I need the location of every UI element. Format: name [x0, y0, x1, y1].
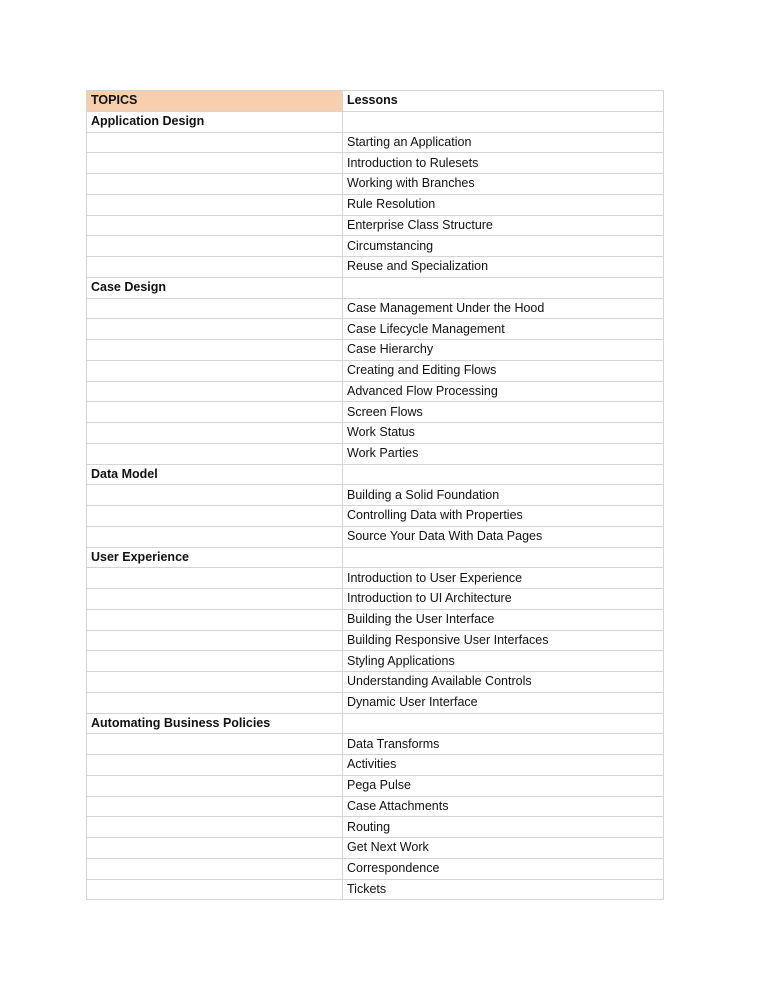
- topic-row: [87, 277, 664, 298]
- lesson-name: Correspondence: [343, 858, 664, 879]
- lesson-name: Source Your Data With Data Pages: [343, 526, 664, 547]
- lesson-name: Activities: [343, 755, 664, 776]
- lesson-name: Introduction to Rulesets: [343, 153, 664, 174]
- topic-name: Automating Business Policies: [87, 713, 343, 734]
- lesson-row: [87, 796, 664, 817]
- lesson-row: [87, 298, 664, 319]
- empty-cell: [87, 381, 343, 402]
- lesson-name: Understanding Available Controls: [343, 672, 664, 693]
- lesson-row: [87, 485, 664, 506]
- lesson-name: Styling Applications: [343, 651, 664, 672]
- lesson-name: Work Parties: [343, 443, 664, 464]
- empty-cell: [87, 215, 343, 236]
- lesson-row: [87, 775, 664, 796]
- empty-cell: [87, 672, 343, 693]
- empty-cell: [87, 775, 343, 796]
- empty-cell: [87, 755, 343, 776]
- lesson-row: [87, 838, 664, 859]
- header-lessons: Lessons: [343, 91, 664, 112]
- topic-name: User Experience: [87, 547, 343, 568]
- empty-cell: [87, 423, 343, 444]
- table-header-row: [87, 91, 664, 112]
- lesson-row: [87, 194, 664, 215]
- empty-cell: [87, 609, 343, 630]
- empty-cell: [87, 796, 343, 817]
- topic-name: Case Design: [87, 277, 343, 298]
- empty-cell: [343, 547, 664, 568]
- lesson-row: [87, 236, 664, 257]
- lesson-name: Screen Flows: [343, 402, 664, 423]
- empty-cell: [343, 277, 664, 298]
- lesson-name: Data Transforms: [343, 734, 664, 755]
- lesson-row: [87, 423, 664, 444]
- lesson-name: Advanced Flow Processing: [343, 381, 664, 402]
- header-topics: TOPICS: [87, 91, 343, 112]
- lesson-name: Dynamic User Interface: [343, 692, 664, 713]
- empty-cell: [87, 443, 343, 464]
- lesson-row: [87, 672, 664, 693]
- lesson-name: Creating and Editing Flows: [343, 360, 664, 381]
- empty-cell: [87, 858, 343, 879]
- empty-cell: [87, 692, 343, 713]
- empty-cell: [87, 734, 343, 755]
- lesson-name: Rule Resolution: [343, 194, 664, 215]
- lesson-name: Reuse and Specialization: [343, 257, 664, 278]
- lesson-name: Case Attachments: [343, 796, 664, 817]
- lesson-name: Introduction to User Experience: [343, 568, 664, 589]
- lesson-row: [87, 692, 664, 713]
- lesson-name: Building Responsive User Interfaces: [343, 630, 664, 651]
- lesson-name: Building the User Interface: [343, 609, 664, 630]
- empty-cell: [87, 568, 343, 589]
- lesson-name: Get Next Work: [343, 838, 664, 859]
- table-body: [87, 91, 664, 900]
- lesson-name: Circumstancing: [343, 236, 664, 257]
- empty-cell: [87, 879, 343, 900]
- lesson-row: [87, 609, 664, 630]
- lesson-name: Starting an Application: [343, 132, 664, 153]
- lesson-name: Enterprise Class Structure: [343, 215, 664, 236]
- empty-cell: [87, 526, 343, 547]
- empty-cell: [343, 111, 664, 132]
- lesson-name: Case Lifecycle Management: [343, 319, 664, 340]
- lesson-row: [87, 402, 664, 423]
- lesson-row: [87, 319, 664, 340]
- lesson-name: Building a Solid Foundation: [343, 485, 664, 506]
- lesson-row: [87, 381, 664, 402]
- topic-name: Application Design: [87, 111, 343, 132]
- lesson-name: Controlling Data with Properties: [343, 506, 664, 527]
- empty-cell: [87, 153, 343, 174]
- empty-cell: [87, 257, 343, 278]
- lesson-row: [87, 360, 664, 381]
- lesson-row: [87, 817, 664, 838]
- lesson-name: Tickets: [343, 879, 664, 900]
- empty-cell: [87, 630, 343, 651]
- lesson-row: [87, 257, 664, 278]
- empty-cell: [87, 298, 343, 319]
- topics-lessons-table: [86, 90, 664, 900]
- lesson-row: [87, 589, 664, 610]
- lesson-row: [87, 526, 664, 547]
- empty-cell: [87, 236, 343, 257]
- topic-row: [87, 713, 664, 734]
- lesson-name: Introduction to UI Architecture: [343, 589, 664, 610]
- lesson-name: Case Management Under the Hood: [343, 298, 664, 319]
- lesson-row: [87, 734, 664, 755]
- empty-cell: [87, 360, 343, 381]
- empty-cell: [87, 132, 343, 153]
- empty-cell: [87, 402, 343, 423]
- empty-cell: [87, 340, 343, 361]
- topic-name: Data Model: [87, 464, 343, 485]
- empty-cell: [343, 464, 664, 485]
- lesson-row: [87, 132, 664, 153]
- lesson-row: [87, 215, 664, 236]
- lesson-row: [87, 630, 664, 651]
- lesson-name: Work Status: [343, 423, 664, 444]
- topic-row: [87, 464, 664, 485]
- empty-cell: [87, 838, 343, 859]
- topic-row: [87, 547, 664, 568]
- empty-cell: [87, 589, 343, 610]
- empty-cell: [87, 194, 343, 215]
- lesson-row: [87, 153, 664, 174]
- lesson-name: Routing: [343, 817, 664, 838]
- lesson-row: [87, 174, 664, 195]
- empty-cell: [87, 817, 343, 838]
- lesson-row: [87, 879, 664, 900]
- empty-cell: [87, 485, 343, 506]
- lesson-row: [87, 651, 664, 672]
- lesson-row: [87, 858, 664, 879]
- topic-row: [87, 111, 664, 132]
- empty-cell: [87, 174, 343, 195]
- empty-cell: [87, 506, 343, 527]
- lesson-row: [87, 506, 664, 527]
- lesson-name: Working with Branches: [343, 174, 664, 195]
- lesson-row: [87, 755, 664, 776]
- lesson-row: [87, 568, 664, 589]
- empty-cell: [87, 651, 343, 672]
- empty-cell: [343, 713, 664, 734]
- lesson-name: Pega Pulse: [343, 775, 664, 796]
- empty-cell: [87, 319, 343, 340]
- lesson-row: [87, 340, 664, 361]
- lesson-name: Case Hierarchy: [343, 340, 664, 361]
- lesson-row: [87, 443, 664, 464]
